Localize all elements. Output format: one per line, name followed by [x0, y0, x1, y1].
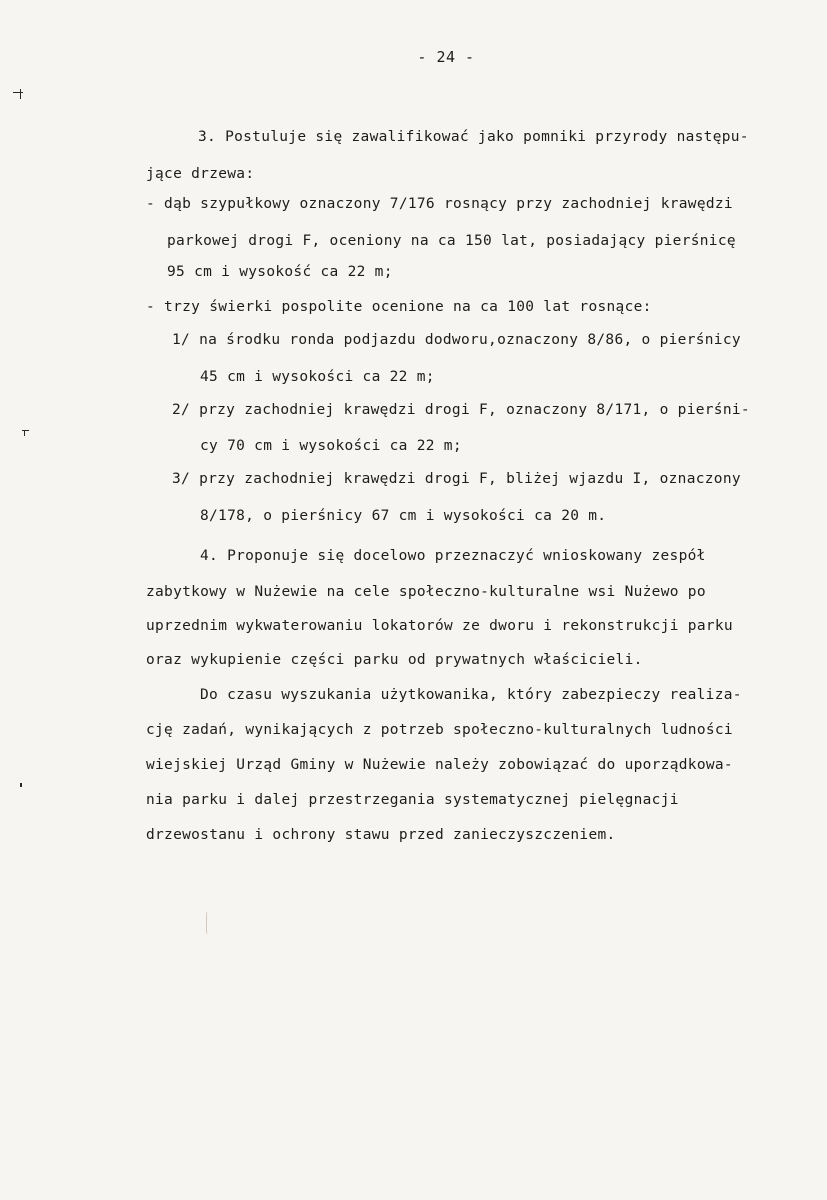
margin-mark — [13, 92, 23, 93]
margin-mark — [20, 783, 22, 787]
text-line-1: 3. Postuluje się zawalifikować jako pomniki przyrody następu- — [198, 129, 749, 145]
text-line-4: parkowej drogi F, oceniony na ca 150 lat, posiadający pierśnicę — [167, 233, 736, 249]
margin-mark — [24, 430, 25, 436]
text-line-7: 1/ na środku ronda podjazdu dodworu,oznaczony 8/86, o pierśnicy — [172, 332, 741, 348]
text-line-9: 2/ przy zachodniej krawędzi drogi F, oznaczony 8/171, o pierśni- — [172, 402, 750, 418]
paper-smudge — [206, 912, 212, 934]
text-line-10: cy 70 cm i wysokości ca 22 m; — [200, 438, 462, 454]
text-line-20: nia parku i dalej przestrzegania systematycznej pielęgnacji — [146, 792, 679, 808]
text-line-19: wiejskiej Urząd Gminy w Nużewie należy zobowiązać do uporządkowa- — [146, 757, 733, 773]
text-line-3: - dąb szypułkowy oznaczony 7/176 rosnący przy zachodniej krawędzi — [146, 196, 733, 212]
text-line-16: oraz wykupienie części parku od prywatnych właścicieli. — [146, 652, 643, 668]
text-line-14: zabytkowy w Nużewie na cele społeczno-kulturalne wsi Nużewo po — [146, 584, 706, 600]
text-line-11: 3/ przy zachodniej krawędzi drogi F, bliżej wjazdu I, oznaczony — [172, 471, 741, 487]
page-number: - 24 - — [417, 48, 475, 66]
text-line-15: uprzednim wykwaterowaniu lokatorów ze dworu i rekonstrukcji parku — [146, 618, 733, 634]
text-line-12: 8/178, o pierśnicy 67 cm i wysokości ca 20 m. — [200, 508, 607, 524]
text-line-6: - trzy świerki pospolite ocenione na ca 100 lat rosnące: — [146, 299, 652, 315]
margin-mark — [20, 89, 21, 99]
text-line-8: 45 cm i wysokości ca 22 m; — [200, 369, 435, 385]
text-line-17: Do czasu wyszukania użytkowanika, który zabezpieczy realiza- — [200, 687, 742, 703]
text-line-18: cję zadań, wynikających z potrzeb społeczno-kulturalnych ludności — [146, 722, 733, 738]
text-line-13: 4. Proponuje się docelowo przeznaczyć wnioskowany zespół — [200, 548, 706, 564]
text-line-21: drzewostanu i ochrony stawu przed zanieczyszczeniem. — [146, 827, 616, 843]
text-line-5: 95 cm i wysokość ca 22 m; — [167, 264, 393, 280]
text-line-2: jące drzewa: — [146, 166, 255, 182]
